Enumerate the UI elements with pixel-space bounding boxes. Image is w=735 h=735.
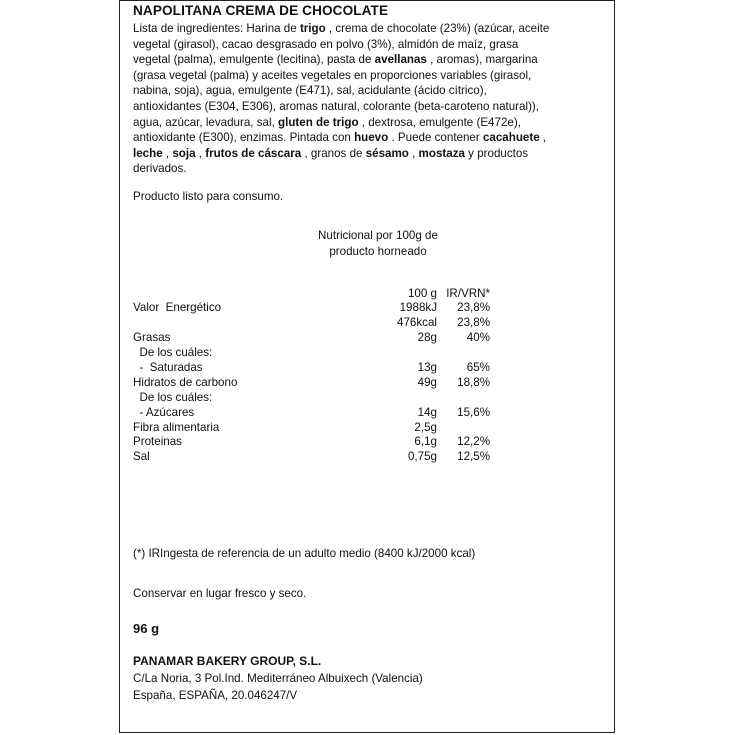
- allergen-text: leche: [133, 146, 163, 160]
- allergen-text: avellanas: [374, 53, 427, 67]
- value-ir-vrn: 23,8%: [457, 316, 490, 329]
- company-registration: España, ESPAÑA, 20.046247/V: [133, 689, 298, 702]
- value-per-100g: 13g: [417, 361, 437, 374]
- value-per-100g: 49g: [417, 376, 437, 389]
- ingredient-text: antioxidante (E300), enzimas. Pintada con: [133, 131, 355, 145]
- ingredient-text: ,: [408, 146, 419, 160]
- ingredient-text: , dextrosa, emulgente (E472e),: [358, 115, 521, 129]
- allergen-text: gluten de trigo: [278, 115, 359, 129]
- value-ir-vrn: 65%: [466, 361, 490, 374]
- nutrition-row: [133, 421, 613, 436]
- company-name: PANAMAR BAKERY GROUP, S.L.: [133, 654, 322, 668]
- ingredients-line: [133, 68, 609, 84]
- allergen-text: cacahuete: [482, 131, 540, 145]
- allergen-text: trigo: [299, 22, 326, 35]
- value-per-100g: 14g: [417, 406, 437, 419]
- nutrient-label: Fibra alimentaria: [133, 421, 220, 434]
- ingredient-text: . Puede contener: [388, 131, 483, 145]
- value-ir-vrn: 15,6%: [457, 406, 490, 419]
- value-ir-vrn: 23,8%: [457, 301, 490, 314]
- storage-instructions: Conservar en lugar fresco y seco.: [133, 587, 307, 600]
- nutrition-header-line1: Nutricional por 100g de: [318, 229, 438, 242]
- allergen-text: frutos de cáscara: [205, 146, 302, 160]
- nutrient-label: Proteinas: [133, 435, 182, 448]
- value-per-100g: 476kcal: [397, 316, 437, 329]
- allergen-text: mostaza: [418, 146, 465, 160]
- value-ir-vrn: 12,2%: [457, 435, 490, 448]
- nutrition-row: [133, 376, 613, 391]
- value-ir-vrn: 40%: [466, 331, 490, 344]
- ingredient-text: ,: [195, 146, 206, 160]
- ingredients-line: [133, 21, 609, 37]
- product-title: NAPOLITANA CREMA DE CHOCOLATE: [133, 3, 389, 18]
- nutrient-label: Grasas: [133, 331, 171, 344]
- value-per-100g: 1988kJ: [399, 301, 437, 314]
- nutrient-label: - Saturadas: [133, 361, 203, 374]
- nutrient-label: - Azúcares: [133, 406, 195, 419]
- allergen-text: sésamo: [365, 146, 409, 160]
- net-weight: 96 g: [133, 621, 160, 636]
- footnote: (*) IRIngesta de referencia de un adulto medio (8400 kJ/2000 kcal): [133, 547, 476, 560]
- ingredients-line: [133, 52, 609, 68]
- nutrition-column-headers: [133, 287, 613, 302]
- nutrient-label: Hidratos de carbono: [133, 376, 238, 389]
- nutrient-label: De los cuáles:: [133, 346, 213, 359]
- nutrition-header: [318, 228, 438, 260]
- ingredients-line: [133, 99, 609, 115]
- ingredient-text: Lista de ingredientes: Harina de: [133, 22, 300, 35]
- ingredient-text: y productos: [464, 146, 529, 160]
- ingredient-text: (grasa vegetal (palma) y aceites vegetales en proporciones variables (girasol,: [133, 68, 532, 82]
- ingredient-text: vegetal (palma), emulgente (lecitina), pasta de: [133, 53, 375, 67]
- nutrition-row: [133, 391, 613, 406]
- ingredient-text: antioxidantes (E304, E306), aromas natural, colorante (beta-caroteno natural)),: [133, 99, 540, 113]
- ingredients-line: [133, 37, 609, 53]
- ingredients-line: [133, 83, 609, 99]
- ingredient-text: ,: [162, 146, 173, 160]
- nutrition-row: [133, 346, 613, 361]
- value-ir-vrn: 12,5%: [457, 450, 490, 463]
- nutrient-label: Valor Energético: [133, 301, 222, 314]
- nutrition-row: [133, 450, 613, 465]
- allergen-text: huevo: [354, 131, 389, 145]
- value-per-100g: 0,75g: [407, 450, 437, 463]
- value-per-100g: 6,1g: [414, 435, 437, 448]
- ingredient-text: vegetal (girasol), cacao desgrasado en polvo (3%), almidón de maíz, grasa: [133, 37, 519, 51]
- ingredient-text: , crema de chocolate (23%) (azúcar, aceite: [325, 22, 550, 35]
- ingredient-text: derivados.: [133, 162, 187, 176]
- ingredients-line: [133, 161, 609, 177]
- nutrient-label: De los cuáles:: [133, 391, 213, 404]
- nutrition-row: [133, 406, 613, 421]
- nutrient-label: Sal: [133, 450, 150, 463]
- nutrition-row: [133, 301, 613, 316]
- column-ir-vrn: IR/VRN*: [446, 287, 490, 300]
- nutrition-row: [133, 316, 613, 331]
- ingredients-line: [133, 115, 609, 131]
- label-panel: [119, 0, 615, 733]
- nutrition-header-line2: producto horneado: [329, 245, 427, 258]
- nutrition-row: [133, 361, 613, 376]
- company-address: C/La Noria, 3 Pol.Ind. Mediterráneo Albuixech (Valencia): [133, 672, 423, 685]
- ingredient-text: , granos de: [301, 146, 366, 160]
- ingredients-line: [133, 146, 609, 162]
- nutrition-row: [133, 331, 613, 346]
- ingredients-line: [133, 130, 609, 146]
- column-100g: 100 g: [407, 287, 437, 300]
- ingredient-text: , aromas), margarina: [426, 53, 538, 67]
- value-ir-vrn: 18,8%: [457, 376, 490, 389]
- ingredient-text: nabina, soja), agua, emulgente (E471), sal, acidulante (ácido cítrico),: [133, 84, 487, 98]
- allergen-text: soja: [172, 146, 196, 160]
- ingredient-text: ,: [539, 131, 547, 145]
- ingredients-list: [133, 21, 609, 177]
- value-per-100g: 2,5g: [414, 421, 437, 434]
- ready-to-eat-text: Producto listo para consumo.: [133, 190, 284, 203]
- ingredient-text: agua, azúcar, levadura, sal,: [133, 115, 279, 129]
- value-per-100g: 28g: [417, 331, 437, 344]
- nutrition-row: [133, 435, 613, 450]
